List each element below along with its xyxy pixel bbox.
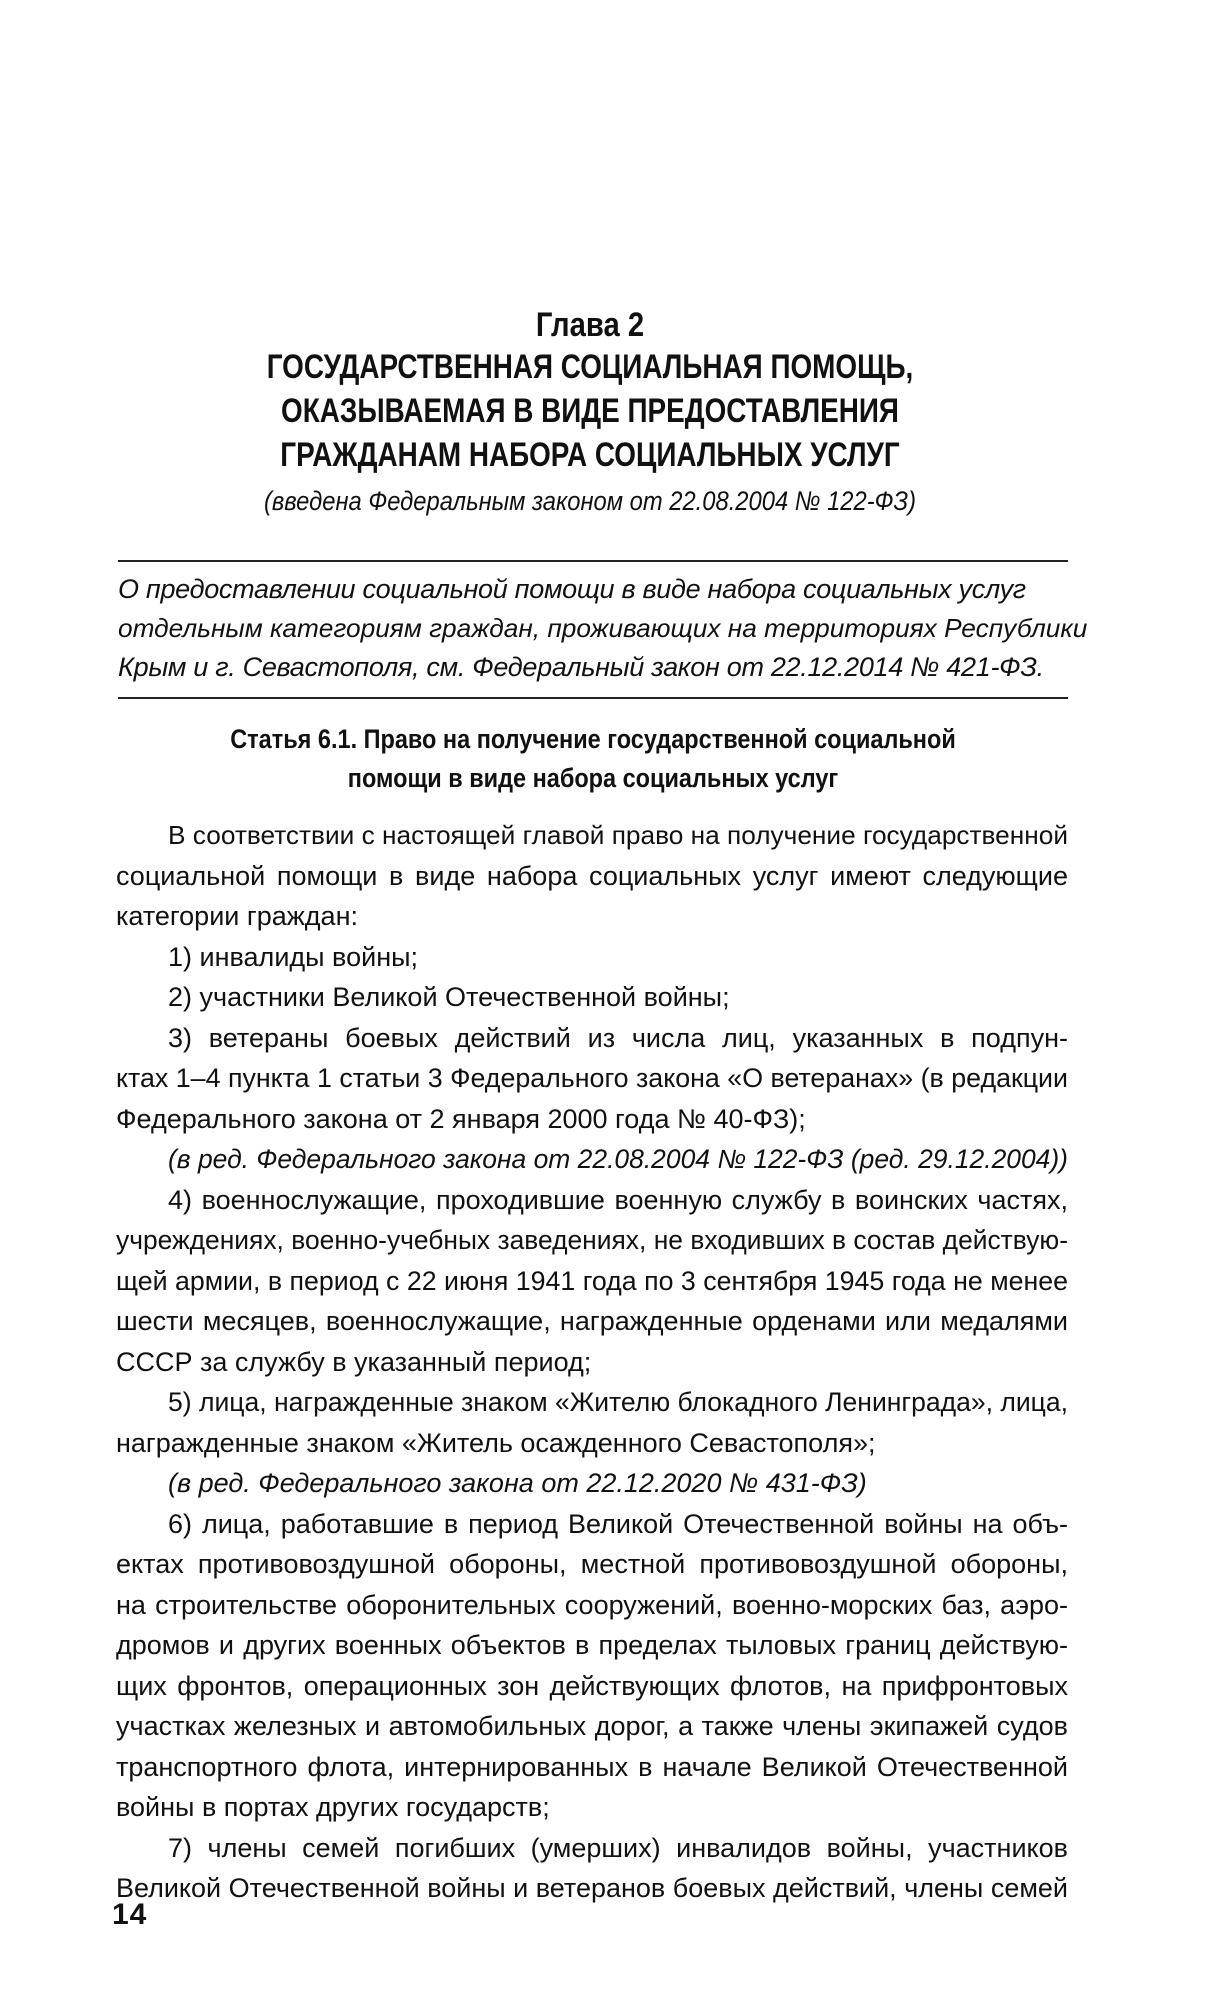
chapter-title xyxy=(201,345,980,477)
body-text-line: социальной помощи в виде набора социальных услуг имеют следующие xyxy=(116,860,1068,891)
page-number: 14 xyxy=(112,1898,148,1931)
body-text-line: войны в портах других государств; xyxy=(116,1792,550,1822)
chapter-amendment-note: (введена Федеральным законом от 22.08.2004 № 122-ФЗ) xyxy=(263,486,917,516)
body-text-line: участках железных и автомобильных дорог, а также члены экипажей судов xyxy=(116,1711,1068,1741)
article-heading-line: Статья 6.1. Право на получение государственной социальной xyxy=(230,724,956,754)
body-text-line: дромов и других военных объектов в пределах тыловых границ действую- xyxy=(116,1630,1068,1660)
body-text-line: 1) инвалиды войны; xyxy=(168,941,419,972)
editorial-note xyxy=(118,570,1088,687)
body-text-line: 2) участники Великой Отечественной войны; xyxy=(168,982,730,1012)
body-text-line: В соответствии с настоящей главой право на получение государственной xyxy=(168,820,1068,850)
body-text-line: 7) члены семей погибших (умерших) инвалидов войны, участников xyxy=(168,1832,1068,1863)
body-text-line: транспортного флота, интернированных в начале Великой Отечественной xyxy=(116,1751,1068,1782)
chapter-label: Глава 2 xyxy=(535,306,645,344)
body-text-line: на строительстве оборонительных сооружений, военно-морских баз, аэро- xyxy=(116,1589,1068,1620)
article-heading xyxy=(118,720,1068,798)
body-text-line: 6) лица, работавшие в период Великой Отечественной войны на объ- xyxy=(168,1508,1068,1539)
body-text-line: категории граждан: xyxy=(116,901,358,931)
editorial-note-line: Крым и г. Севастополя, см. Федеральный закон от 22.12.2014 № 421-ФЗ. xyxy=(118,652,1044,682)
body-text-line: 3) ветераны боевых действий из числа лиц, указанных в подпун- xyxy=(168,1022,1068,1053)
editorial-note-line: отдельным категориям граждан, проживающих на территориях Республики xyxy=(118,613,1088,643)
editorial-note-box xyxy=(118,560,1088,699)
body-text-line: ектах противовоздушной обороны, местной противовоздушной обороны, xyxy=(116,1549,1068,1579)
body-text-line: шести месяцев, военнослужащие, награжденные орденами или медалями xyxy=(116,1306,1068,1336)
chapter-title-line: ОКАЗЫВАЕМАЯ В ВИДЕ ПРЕДОСТАВЛЕНИЯ xyxy=(281,392,899,430)
body-text-line: ктах 1–4 пункта 1 статьи 3 Федерального закона «О ветеранах» (в редакции xyxy=(116,1063,1068,1093)
amendment-note-line: (в ред. Федерального закона от 22.12.2020 № 431-ФЗ) xyxy=(168,1468,867,1498)
chapter-header xyxy=(115,305,1065,519)
amendment-note-line: (в ред. Федерального закона от 22.08.2004 № 122-ФЗ (ред. 29.12.2004)) xyxy=(168,1144,1068,1174)
body-text-line: учреждениях, военно-учебных заведениях, не входивших в состав действую- xyxy=(116,1225,1068,1255)
chapter-title-line: ГОСУДАРСТВЕННАЯ СОЦИАЛЬНАЯ ПОМОЩЬ, xyxy=(266,348,914,386)
body-text-line: щей армии, в период с 22 июня 1941 года по 3 сентября 1945 года не менее xyxy=(116,1265,1068,1296)
article-heading-line: помощи в виде набора социальных услуг xyxy=(347,763,839,793)
editorial-note-line: О предоставлении социальной помощи в виде набора социальных услуг xyxy=(118,574,1026,604)
body-text-line: 5) лица, награжденные знаком «Жителю блокадного Ленинграда», лица, xyxy=(168,1387,1068,1417)
body-text-line: СССР за службу в указанный период; xyxy=(116,1346,592,1377)
body-text-line: Федерального закона от 2 января 2000 года № 40-ФЗ); xyxy=(116,1103,806,1134)
body-text-line: щих фронтов, операционных зон действующих флотов, на прифронтовых xyxy=(116,1670,1068,1701)
body-text-line: награжденные знаком «Житель осажденного Севастополя»; xyxy=(116,1427,876,1458)
article-body xyxy=(116,815,1068,1909)
body-text-line: 4) военнослужащие, проходившие военную службу в воинских частях, xyxy=(168,1184,1068,1215)
body-text-line: Великой Отечественной войны и ветеранов боевых действий, члены семей xyxy=(116,1873,1068,1903)
chapter-title-line: ГРАЖДАНАМ НАБОРА СОЦИАЛЬНЫХ УСЛУГ xyxy=(280,436,900,474)
